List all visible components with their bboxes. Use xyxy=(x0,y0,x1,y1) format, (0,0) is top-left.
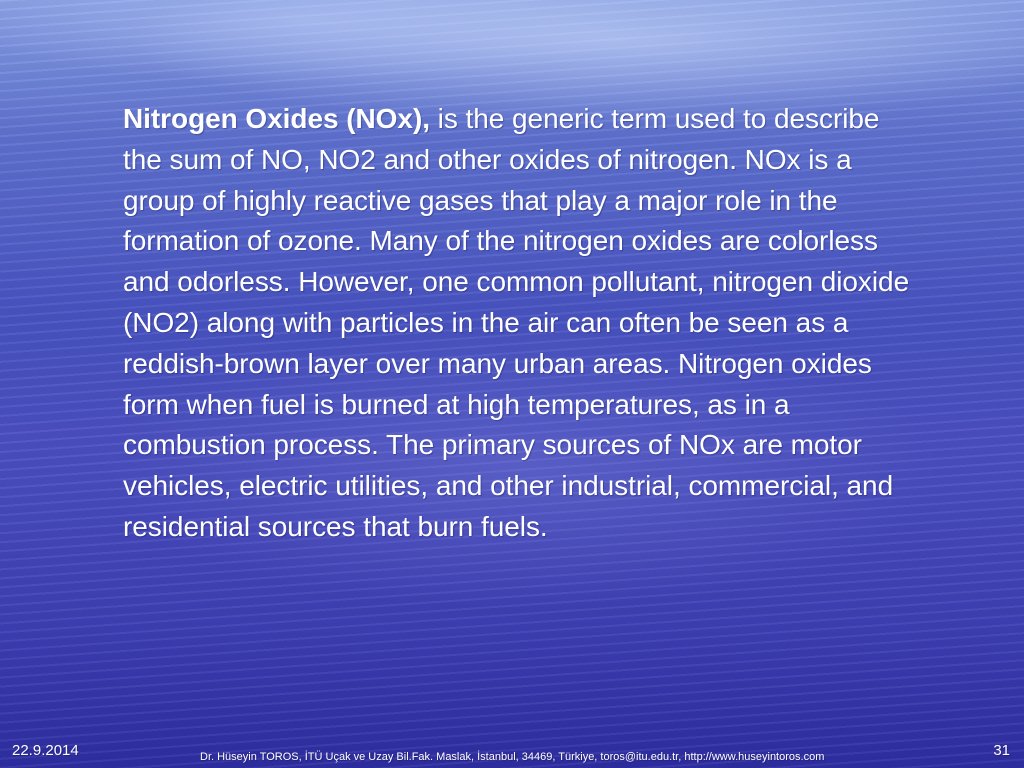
footer-date: 22.9.2014 xyxy=(12,742,79,759)
slide-body-text xyxy=(123,99,913,548)
footer-credit: Dr. Hüseyin TOROS, İTÜ Uçak ve Uzay Bil.Fak. Maslak, İstanbul, 34469, Türkiye, toros@itu.edu.tr, http://www.huseyintoros.com xyxy=(200,751,825,763)
body-lead-term: Nitrogen Oxides (NOx), xyxy=(123,103,430,134)
body-paragraph: is the generic term used to describe the sum of NO, NO2 and other oxides of nitrogen. NOx is a group of highly reactive gases that play a major role in the formation of ozone. Many of the nitrogen oxides are colorless and odorless. However, one common pollutant, nitrogen dioxide (NO2) along with particles in the air can often be seen as a reddish-brown layer over many urban areas. Nitrogen oxides form when fuel is burned at high temperatures, as in a combustion process. The primary sources of NOx are motor vehicles, electric utilities, and other industrial, commercial, and residential sources that burn fuels. xyxy=(123,103,910,542)
footer-page-number: 31 xyxy=(993,742,1010,759)
